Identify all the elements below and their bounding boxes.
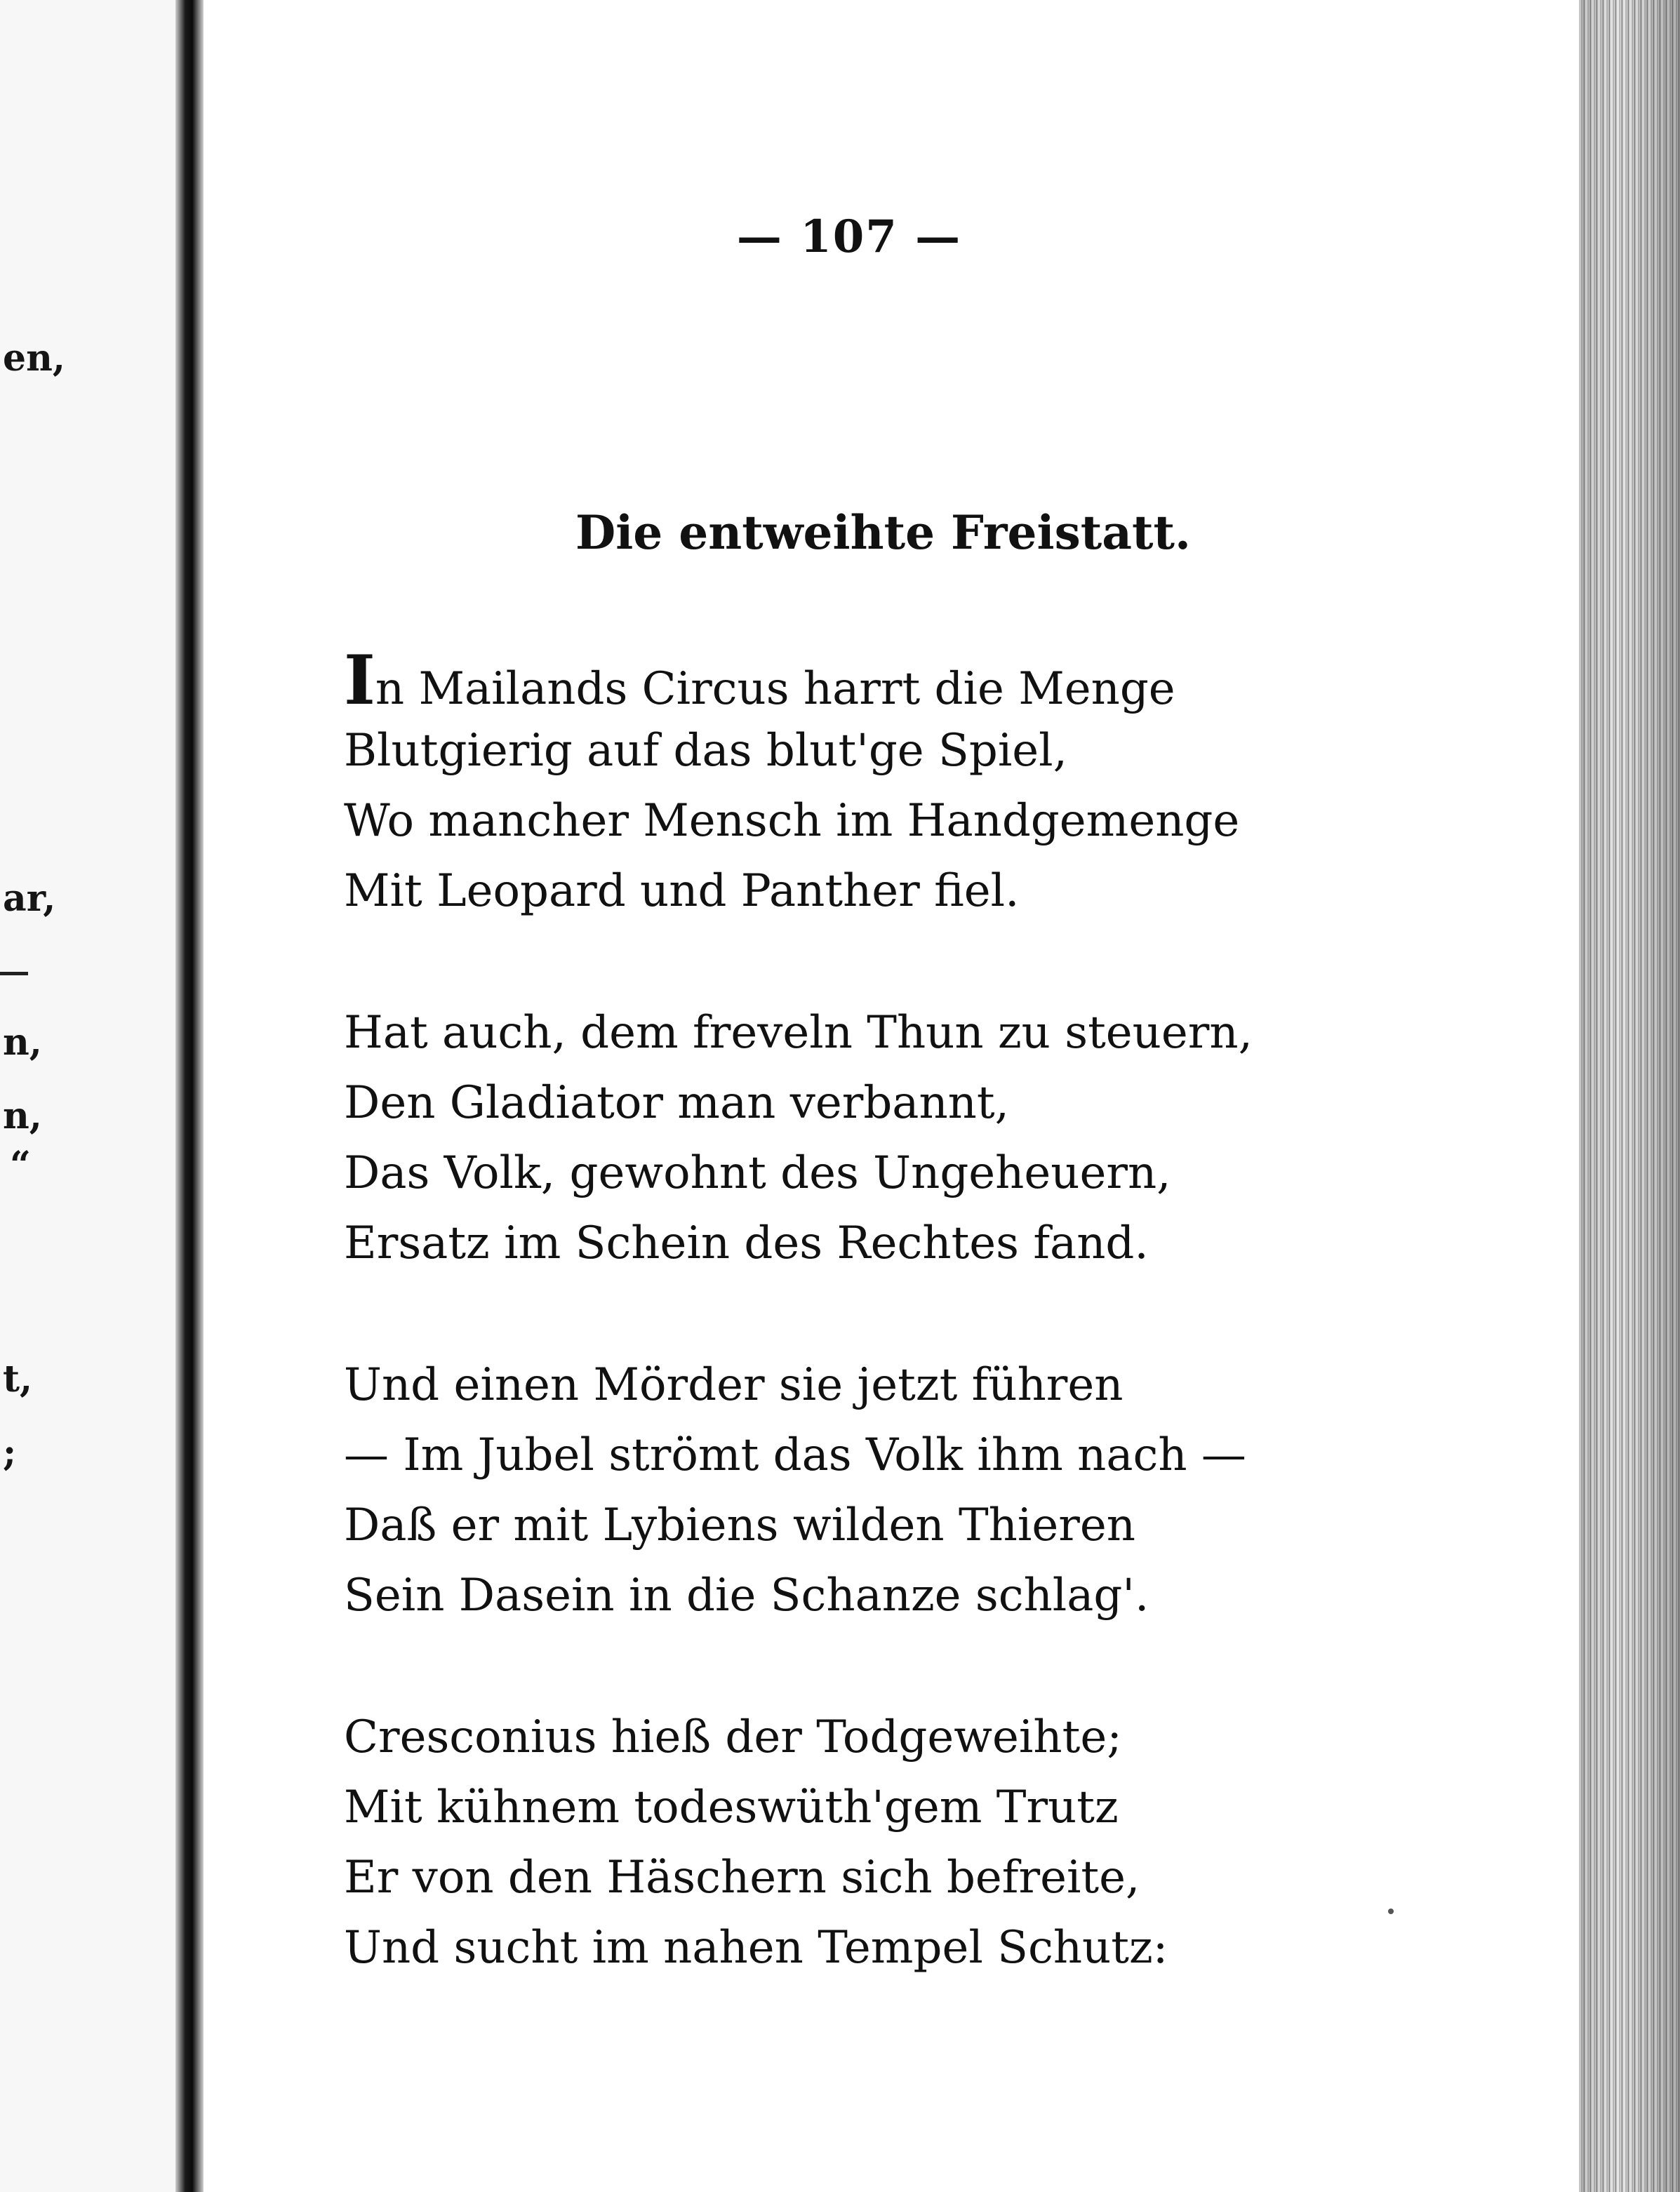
ink-speck — [1388, 1909, 1394, 1914]
verse-line: Sein Dasein in die Schanze schlag'. — [344, 1570, 1149, 1622]
stanza — [344, 1702, 1326, 1983]
stanza — [344, 998, 1326, 1278]
verse-line: Mit kühnem todeswüth'gem Trutz — [344, 1782, 1119, 1833]
verse-line — [344, 641, 1326, 720]
book-gutter — [175, 0, 204, 2192]
verse-line: Cresconius hieß der Todgeweihte; — [344, 1711, 1122, 1763]
verse-line: Den Gladiator man verbannt, — [344, 1077, 1009, 1129]
left-line-fragment: “ — [10, 1144, 31, 1187]
left-dash-fragment — [0, 972, 28, 975]
verse-line: Er von den Häschern sich befreite, — [344, 1852, 1140, 1904]
page-number: — 107 — — [736, 210, 962, 263]
drop-cap: I — [344, 641, 375, 720]
verse-line: Und einen Mörder sie jetzt führen — [344, 1359, 1124, 1411]
verse-line: Und sucht im nahen Tempel Schutz: — [344, 1922, 1168, 1974]
verse-line-text: n Mailands Circus harrt die Menge — [375, 663, 1175, 715]
verse-line: Wo mancher Mensch im Handgemenge — [344, 795, 1240, 847]
poem-title: Die entweihte Freistatt. — [575, 505, 1191, 560]
poem-body — [344, 641, 1326, 2054]
left-page-fragment — [0, 0, 184, 2192]
verse-line: Mit Leopard und Panther fiel. — [344, 865, 1020, 917]
left-line-fragment: ar, — [3, 877, 56, 920]
verse-line: Blutgierig auf das blut'ge Spiel, — [344, 725, 1067, 777]
left-line-fragment: ; — [3, 1431, 17, 1474]
stanza — [344, 1350, 1326, 1631]
page-edge-shadow — [1579, 0, 1680, 2192]
stanza — [344, 641, 1326, 926]
left-line-fragment: n, — [3, 1021, 42, 1064]
verse-line: Ersatz im Schein des Rechtes fand. — [344, 1217, 1149, 1269]
verse-line: Das Volk, gewohnt des Ungeheuern, — [344, 1147, 1171, 1199]
verse-line: Daß er mit Lybiens wilden Thieren — [344, 1499, 1135, 1551]
left-line-fragment: t, — [3, 1358, 33, 1401]
verse-line: Hat auch, dem freveln Thun zu steuern, — [344, 1007, 1253, 1059]
left-line-fragment: en, — [3, 337, 65, 380]
verse-line: — Im Jubel strömt das Volk ihm nach — — [344, 1429, 1246, 1481]
left-line-fragment: n, — [3, 1095, 42, 1137]
